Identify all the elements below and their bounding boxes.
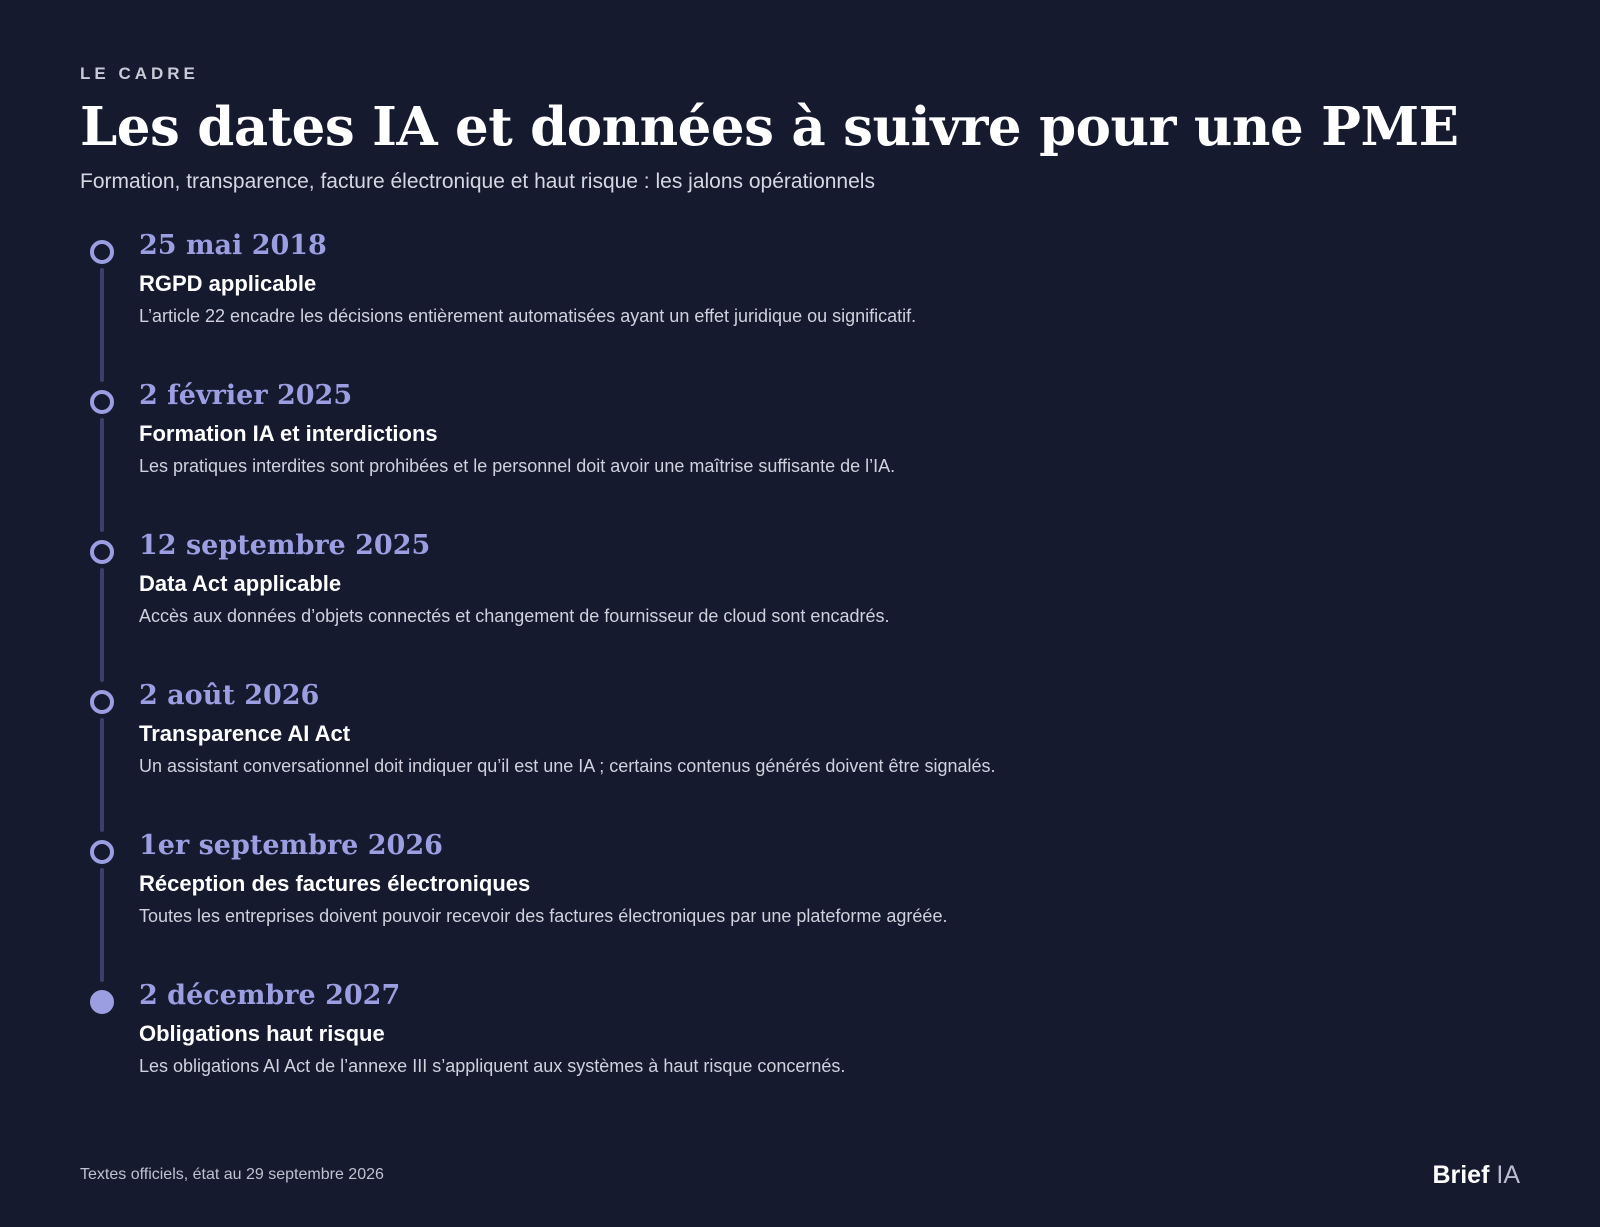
event-date: 12 septembre 2025 [139, 530, 431, 561]
timeline-marker-icon [90, 240, 114, 264]
event-title: Obligations haut risque [139, 1021, 385, 1046]
timeline-connector [100, 568, 104, 682]
event-description: Les pratiques interdites sont prohibées et le personnel doit avoir une maîtrise suffisante de l’IA. [139, 456, 896, 476]
event-title: Data Act applicable [139, 571, 342, 596]
event-description: L’article 22 encadre les décisions entièrement automatisées ayant un effet juridique ou significatif. [139, 306, 917, 326]
brand-logo [1432, 1161, 1520, 1190]
event-date: 1er septembre 2026 [139, 830, 443, 861]
timeline-event [80, 382, 1520, 532]
timeline-connector [100, 868, 104, 982]
timeline-event [80, 832, 1520, 982]
event-title: RGPD applicable [139, 271, 317, 296]
event-description: Les obligations AI Act de l’annexe III s’appliquent aux systèmes à haut risque concernés. [139, 1056, 846, 1076]
eyebrow-label: LE CADRE [80, 64, 199, 83]
timeline-marker-icon [90, 540, 114, 564]
timeline-connector [100, 718, 104, 832]
event-date: 2 août 2026 [139, 680, 320, 711]
timeline-event [80, 682, 1520, 832]
timeline-connector [100, 418, 104, 532]
brand-name-part: Brief [1432, 1161, 1490, 1189]
event-title: Réception des factures électroniques [139, 871, 531, 896]
event-date: 2 février 2025 [139, 380, 353, 411]
timeline-connector [100, 268, 104, 382]
event-title: Formation IA et interdictions [139, 421, 438, 446]
event-date: 25 mai 2018 [139, 230, 327, 261]
timeline-marker-icon [90, 690, 114, 714]
timeline-marker-filled-icon [90, 990, 114, 1014]
source-note: Textes officiels, état au 29 septembre 2026 [80, 1166, 384, 1183]
brand-name-suffix: IA [1496, 1161, 1520, 1189]
page-title: Les dates IA et données à suivre pour une PME [80, 96, 1459, 158]
page-subtitle: Formation, transparence, facture électronique et haut risque : les jalons opérationnels [80, 170, 875, 193]
event-title: Transparence AI Act [139, 721, 351, 746]
timeline-marker-icon [90, 840, 114, 864]
timeline-event [80, 232, 1520, 382]
timeline-event [80, 532, 1520, 682]
event-description: Toutes les entreprises doivent pouvoir recevoir des factures électroniques par une plateforme agréée. [139, 906, 948, 926]
timeline-event [80, 982, 1520, 1132]
event-description: Un assistant conversationnel doit indiquer qu’il est une IA ; certains contenus générés doivent être signalés. [139, 756, 996, 776]
timeline-marker-icon [90, 390, 114, 414]
event-date: 2 décembre 2027 [139, 980, 401, 1011]
event-description: Accès aux données d’objets connectés et changement de fournisseur de cloud sont encadrés. [139, 606, 890, 626]
